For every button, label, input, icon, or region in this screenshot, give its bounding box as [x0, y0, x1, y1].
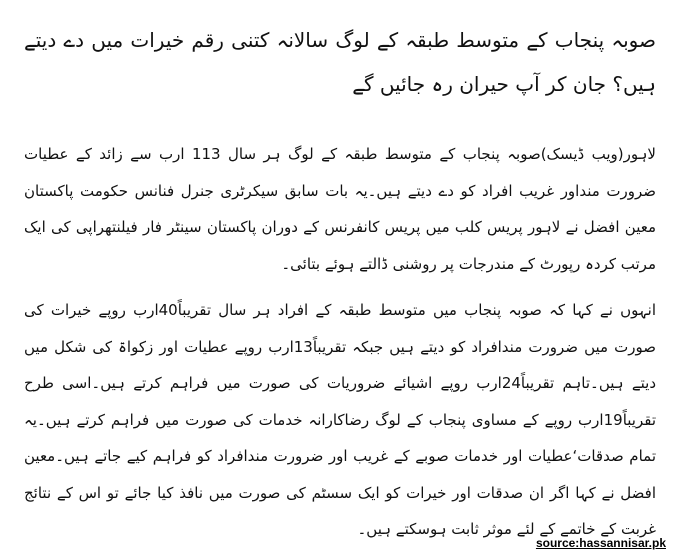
article-paragraph-2: انہوں نے کہا کہ صوبہ پنجاب میں متوسط طبقہ کے افراد ہر سال تقریباً40ارب روپے خیرات کی صورت میں ضرورت مندافراد کو دیتے ہیں جبکہ تقریباً13ارب روپے عطیات اور زکواۃ کی شکل میں دیتے ہیں۔تاہم تقریباً24ارب روپے اشیائے ضروریات کی صورت میں فراہم کرتے ہیں۔اسی طرح تقریباً19ارب روپے کے مساوی پنجاب کے لوگ رضاکارانہ خدمات کی صورت میں فراہم کرتے ہیں۔یہ تمام صدقات‘عطیات اور خدمات صوبے کے غریب اور ضرورت مندافراد کو فراہم کیے جاتے ہیں۔معین افضل نے کہا اگر ان صدقات اور خیرات کو ایک سسٹم کی صورت میں نافذ کیا جائے تو اس کے نتائج غربت کے خاتمے کے لئے موثر ثابت ہوسکتے ہیں۔ — [24, 301, 657, 538]
source-credit: source:hassannisar.pk — [535, 536, 666, 550]
article-headline: صوبہ پنجاب کے متوسط طبقہ کے لوگ سالانہ کتنی رقم خیرات میں دے دیتے ہیں؟ جان کر آپ حیران رہ جائیں گے — [24, 28, 656, 96]
article-paragraph-1: لاہور(ویب ڈیسک)صوبہ پنجاب کے متوسط طبقہ کے لوگ ہر سال 113 ارب سے زائد کے عطیات ضرورت منداور غریب افراد کو دے دیتے ہیں۔یہ بات سابق سیکرٹری جنرل فنانس حکومت پاکستان معین افضل نے لاہور پریس کلب میں پریس کانفرنس کے دوران پاکستان سینٹر فار فیلنتھراپی کی ایک مرتب کردہ رپورٹ کے مندرجات پر روشنی ڈالتے ہوئے بتائی۔ — [24, 145, 656, 273]
news-article — [24, 18, 656, 558]
